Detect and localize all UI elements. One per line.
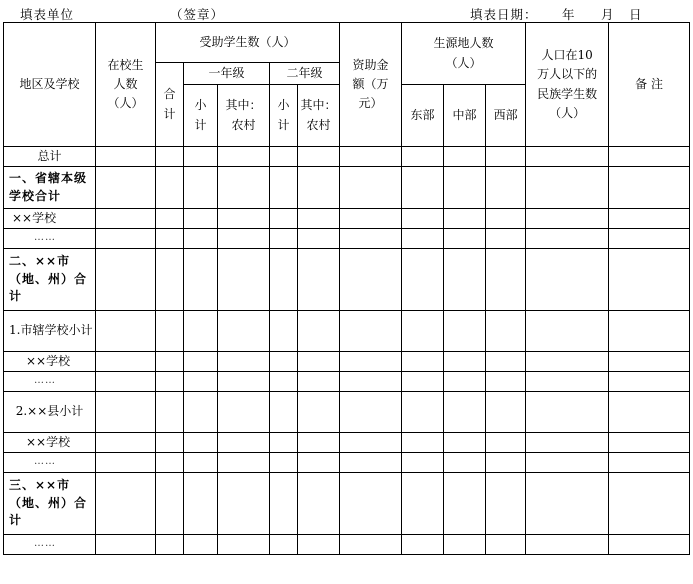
table-row bbox=[4, 473, 690, 535]
table-row bbox=[4, 535, 690, 555]
table-row bbox=[4, 167, 690, 209]
student-aid-statistics-table bbox=[3, 22, 690, 555]
row-label-ellipsis: …… bbox=[4, 453, 96, 473]
table-row bbox=[4, 453, 690, 473]
row-label-school: ××学校 bbox=[4, 433, 96, 453]
row-label-provincial-total: 一、省辖本级学校合计 bbox=[4, 167, 96, 209]
row-label-county-subtotal: 2.××县小计 bbox=[4, 392, 96, 433]
form-header-line bbox=[0, 0, 693, 22]
row-label-city-subtotal: 1.市辖学校小计 bbox=[4, 311, 96, 352]
col-header-grade2-rural: 其中：农村 bbox=[298, 85, 340, 147]
table-row bbox=[4, 372, 690, 392]
row-label-city-total: 二、××市（地、州）合计 bbox=[4, 249, 96, 311]
table-row bbox=[4, 147, 690, 167]
col-header-east: 东部 bbox=[402, 85, 444, 147]
filling-unit-label: 填表单位 bbox=[20, 7, 75, 22]
col-header-aided-total: 合计 bbox=[156, 63, 184, 147]
table-row bbox=[4, 433, 690, 453]
day-label: 日 bbox=[629, 7, 643, 22]
col-header-grade2-subtotal: 小计 bbox=[270, 85, 298, 147]
table-row bbox=[4, 209, 690, 229]
table-row bbox=[4, 392, 690, 433]
table-row bbox=[4, 352, 690, 372]
col-header-origin-group: 生源地人数（人） bbox=[402, 23, 526, 85]
row-label-ellipsis: …… bbox=[4, 229, 96, 249]
row-label-ellipsis: …… bbox=[4, 535, 96, 555]
row-label-school: ××学校 bbox=[4, 352, 96, 372]
table-row bbox=[4, 229, 690, 249]
col-header-amount: 资助金额（万元） bbox=[340, 23, 402, 147]
month-label: 月 bbox=[601, 7, 615, 22]
col-header-west: 西部 bbox=[486, 85, 526, 147]
seal-label: （签章） bbox=[170, 7, 225, 22]
filling-date-label: 填表日期： bbox=[470, 7, 538, 22]
col-header-minority: 人口在10万人以下的民族学生数（人） bbox=[526, 23, 609, 147]
col-header-remarks: 备 注 bbox=[609, 23, 690, 147]
col-header-central: 中部 bbox=[444, 85, 486, 147]
col-header-region-school: 地区及学校 bbox=[4, 23, 96, 147]
col-header-grade1-rural: 其中：农村 bbox=[218, 85, 270, 147]
row-label-ellipsis: …… bbox=[4, 372, 96, 392]
col-header-grade2: 二年级 bbox=[270, 63, 340, 85]
row-label-school: ××学校 bbox=[4, 209, 96, 229]
col-header-grade1: 一年级 bbox=[184, 63, 270, 85]
year-label: 年 bbox=[562, 7, 576, 22]
col-header-enrolled: 在校生人数（人） bbox=[96, 23, 156, 147]
col-header-aided-group: 受助学生数（人） bbox=[156, 23, 340, 63]
table-row bbox=[4, 311, 690, 352]
table-row bbox=[4, 249, 690, 311]
row-label-city3-total: 三、××市（地、州）合计 bbox=[4, 473, 96, 535]
row-label-grand-total: 总计 bbox=[4, 147, 96, 167]
col-header-grade1-subtotal: 小计 bbox=[184, 85, 218, 147]
